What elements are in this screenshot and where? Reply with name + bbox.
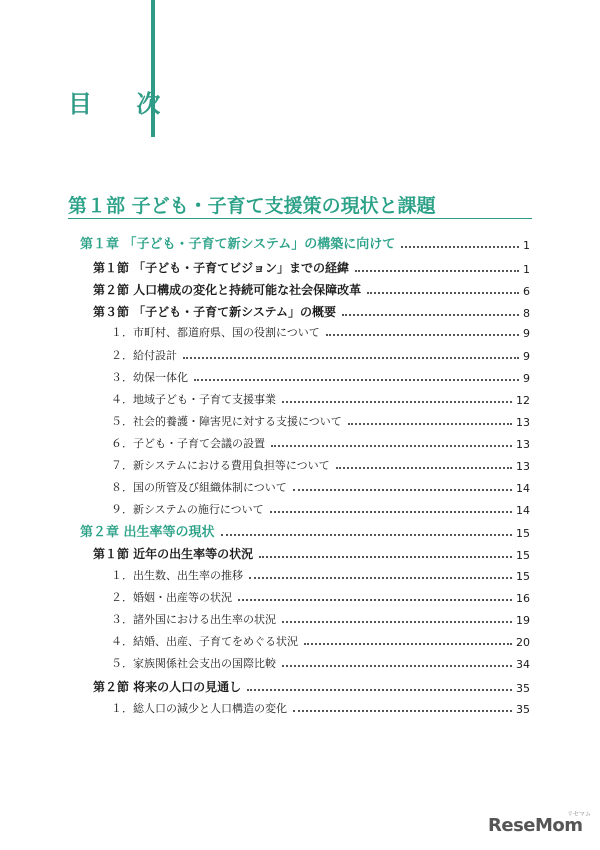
toc-entry-page: 1 bbox=[523, 263, 530, 276]
toc-entry-page: 12 bbox=[516, 394, 530, 407]
toc-entry-item[interactable] bbox=[111, 392, 530, 407]
toc-entry-section[interactable] bbox=[93, 546, 530, 562]
toc-entry-section[interactable] bbox=[93, 282, 530, 298]
toc-entry-label: １．市町村、都道府県、国の役割について bbox=[111, 326, 320, 339]
dot-leader bbox=[282, 621, 512, 623]
toc-entry-label: ２．給付設計 bbox=[111, 349, 177, 362]
dot-leader bbox=[304, 643, 512, 645]
toc-entry-section[interactable] bbox=[93, 679, 530, 695]
dot-leader bbox=[336, 467, 512, 469]
toc-entry-item[interactable] bbox=[111, 325, 530, 340]
toc-entry-page: 9 bbox=[523, 372, 530, 385]
toc-entry-label: ７．新システムにおける費用負担等について bbox=[111, 459, 330, 472]
dot-leader bbox=[282, 401, 512, 403]
dot-leader bbox=[293, 710, 512, 712]
toc-entry-label: 第２章 出生率等の現状 bbox=[80, 525, 215, 540]
toc-entry-item[interactable] bbox=[111, 502, 530, 517]
toc-entry-item[interactable] bbox=[111, 414, 530, 429]
dot-leader bbox=[247, 689, 512, 691]
dot-leader bbox=[221, 534, 512, 536]
toc-entry-label: ９．新システムの施行について bbox=[111, 503, 264, 516]
dot-leader bbox=[238, 599, 512, 601]
toc-entry-label: ３．幼保一体化 bbox=[111, 371, 188, 384]
dot-leader bbox=[282, 665, 512, 667]
toc-entry-item[interactable] bbox=[111, 348, 530, 363]
toc-entry-label: 第１章 「子ども・子育て新システム」の構築に向けて bbox=[80, 237, 396, 252]
toc-entry-page: 20 bbox=[516, 636, 530, 649]
toc-entry-section[interactable] bbox=[93, 304, 530, 320]
toc-entry-item[interactable] bbox=[111, 370, 530, 385]
toc-entry-section[interactable] bbox=[93, 260, 530, 276]
toc-entry-label: １．総人口の減少と人口構造の変化 bbox=[111, 702, 287, 715]
toc-entry-label: 第２節 人口構成の変化と持続可能な社会保障改革 bbox=[93, 283, 362, 297]
dot-leader bbox=[183, 357, 519, 359]
toc-entry-item[interactable] bbox=[111, 458, 530, 473]
toc-entry-page: 9 bbox=[523, 327, 530, 340]
dot-leader bbox=[249, 577, 512, 579]
toc-entry-item[interactable] bbox=[111, 656, 530, 671]
toc-entry-label: ５．家族関係社会支出の国際比較 bbox=[111, 657, 276, 670]
toc-entry-page: 14 bbox=[516, 482, 530, 495]
dot-leader bbox=[194, 379, 519, 381]
toc-entry-label: ５．社会的養護・障害児に対する支援について bbox=[111, 415, 342, 428]
dot-leader bbox=[367, 292, 519, 294]
toc-title: 目 次 bbox=[68, 90, 179, 118]
dot-leader bbox=[348, 423, 512, 425]
toc-entry-page: 1 bbox=[523, 239, 530, 252]
resemom-logo: ReseMom bbox=[488, 815, 583, 836]
toc-entry-label: ４．地域子ども・子育て支援事業 bbox=[111, 393, 276, 406]
toc-entry-page: 35 bbox=[516, 703, 530, 716]
toc-entry-item[interactable] bbox=[111, 436, 530, 451]
toc-entry-page: 34 bbox=[516, 658, 530, 671]
toc-entry-label: ６．子ども・子育て会議の設置 bbox=[111, 437, 265, 450]
toc-entry-label: 第３節 「子ども・子育て新システム」の概要 bbox=[93, 305, 336, 319]
toc-entry-label: 第１節 「子ども・子育てビジョン」までの経緯 bbox=[93, 261, 349, 275]
toc-entry-page: 16 bbox=[516, 592, 530, 605]
toc-entry-page: 13 bbox=[516, 438, 530, 451]
toc-entry-page: 15 bbox=[516, 549, 530, 562]
dot-leader bbox=[326, 334, 519, 336]
dot-leader bbox=[259, 556, 512, 558]
toc-entry-chapter-2[interactable] bbox=[80, 522, 530, 540]
toc-entry-item[interactable] bbox=[111, 590, 530, 605]
dot-leader bbox=[342, 314, 519, 316]
toc-entry-label: ３．諸外国における出生率の状況 bbox=[111, 613, 276, 626]
toc-entry-page: 13 bbox=[516, 416, 530, 429]
toc-entry-page: 15 bbox=[516, 527, 530, 540]
toc-entry-label: 第２節 将来の人口の見通し bbox=[93, 680, 242, 694]
dot-leader bbox=[270, 511, 512, 513]
dot-leader bbox=[271, 445, 512, 447]
dot-leader bbox=[355, 270, 519, 272]
toc-entry-label: １．出生数、出生率の推移 bbox=[111, 569, 243, 582]
toc-entry-item[interactable] bbox=[111, 612, 530, 627]
toc-entry-page: 6 bbox=[523, 285, 530, 298]
toc-entry-label: ２．婚姻・出産等の状況 bbox=[111, 591, 232, 604]
toc-entry-chapter-1[interactable] bbox=[80, 234, 530, 252]
toc-entry-page: 35 bbox=[516, 682, 530, 695]
toc-entry-page: 8 bbox=[523, 307, 530, 320]
watermark-ruby: リセマム bbox=[567, 811, 591, 818]
dot-leader bbox=[401, 246, 519, 248]
toc-entry-label: ８．国の所管及び組織体制について bbox=[111, 481, 287, 494]
toc-entry-item[interactable] bbox=[111, 701, 530, 716]
toc-entry-label: ４．結婚、出産、子育てをめぐる状況 bbox=[111, 635, 298, 648]
toc-entry-item[interactable] bbox=[111, 480, 530, 495]
toc-entry-item[interactable] bbox=[111, 634, 530, 649]
toc-entry-page: 13 bbox=[516, 460, 530, 473]
toc-entry-label: 第１節 近年の出生率等の状況 bbox=[93, 547, 254, 561]
part-heading: 第１部 子ども・子育て支援策の現状と課題 bbox=[68, 195, 436, 217]
toc-entry-page: 15 bbox=[516, 570, 530, 583]
toc-entry-item[interactable] bbox=[111, 568, 530, 583]
dot-leader bbox=[293, 489, 512, 491]
toc-entry-page: 19 bbox=[516, 614, 530, 627]
part-heading-rule bbox=[68, 218, 532, 219]
toc-entry-page: 14 bbox=[516, 504, 530, 517]
toc-entry-page: 9 bbox=[523, 350, 530, 363]
